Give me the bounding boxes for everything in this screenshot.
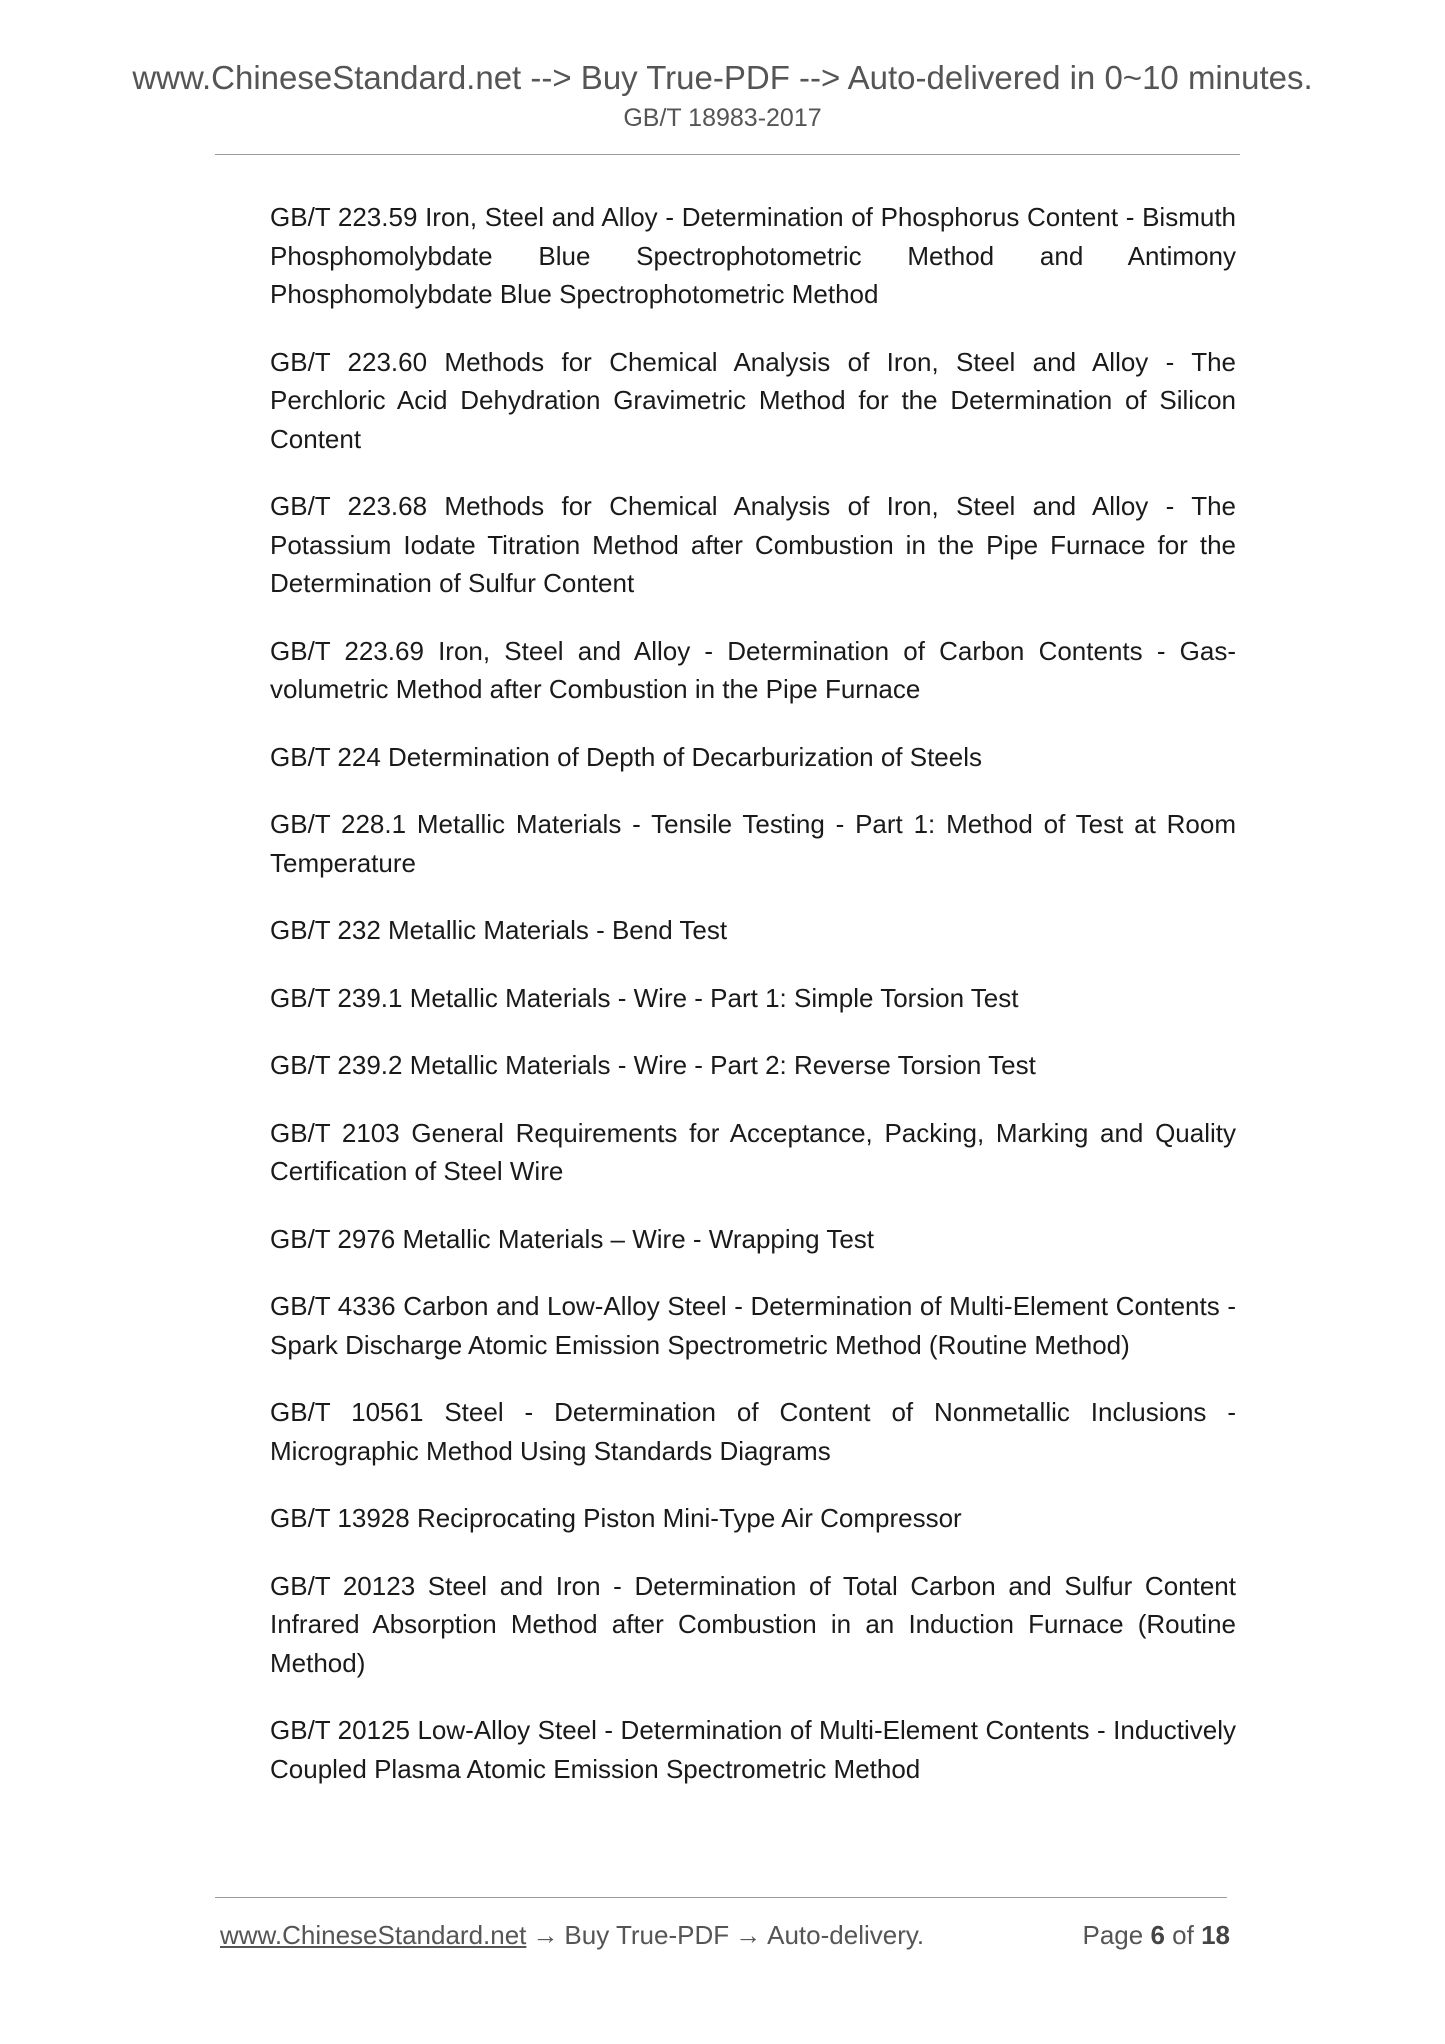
reference-item: GB/T 20125 Low-Alloy Steel - Determination of Multi-Element Contents - Inductively Coupled Plasma Atomic Emission Spectrometric Method — [270, 1715, 1236, 1784]
reference-item: GB/T 239.2 Metallic Materials - Wire - Part 2: Reverse Torsion Test — [270, 1050, 1036, 1080]
reference-item: GB/T 223.69 Iron, Steel and Alloy - Determination of Carbon Contents - Gas-volumetric Method after Combustion in the Pipe Furnace — [270, 635, 1236, 704]
arrow-right-icon: → — [532, 1920, 559, 1950]
reference-item: GB/T 13928 Reciprocating Piston Mini-Type Air Compressor — [270, 1503, 962, 1533]
references-list — [270, 198, 1236, 1817]
total-pages: 18 — [1201, 1920, 1230, 1950]
page-footer — [220, 1915, 1230, 1955]
reference-item: GB/T 228.1 Metallic Materials - Tensile Testing - Part 1: Method of Test at Room Temperature — [270, 809, 1236, 878]
reference-item: GB/T 223.60 Methods for Chemical Analysis of Iron, Steel and Alloy - The Perchloric Acid Dehydration Gravimetric Method for the Determination of Silicon Content — [270, 346, 1236, 454]
page-label: Page — [1082, 1920, 1144, 1950]
reference-item: GB/T 2103 General Requirements for Acceptance, Packing, Marking and Quality Certification of Steel Wire — [270, 1117, 1236, 1186]
reference-item: GB/T 224 Determination of Depth of Decarburization of Steels — [270, 741, 983, 772]
delivery-text: Auto-delivery. — [767, 1920, 925, 1950]
reference-item: GB/T 223.68 Methods for Chemical Analysis of Iron, Steel and Alloy - The Potassium Iodate Titration Method after Combustion in the Pipe Furnace for the Determination of Sulfur Content — [270, 491, 1236, 598]
page-indicator — [1082, 1915, 1230, 1955]
reference-item: GB/T 10561 Steel - Determination of Content of Nonmetallic Inclusions - Micrographic Method Using Standards Diagrams — [270, 1397, 1236, 1466]
reference-item: GB/T 2976 Metallic Materials – Wire - Wrapping Test — [270, 1223, 875, 1254]
website-link[interactable]: www.ChineseStandard.net — [220, 1920, 527, 1950]
header-divider — [215, 154, 1240, 155]
of-label: of — [1172, 1920, 1194, 1950]
buy-text: Buy True-PDF — [564, 1920, 730, 1950]
reference-item: GB/T 223.59 Iron, Steel and Alloy - Determination of Phosphorus Content - Bismuth Phosphomolybdate Blue Spectrophotometric Method and Antimony Phosphomolybdate Blue Spectrophotometric Method — [270, 202, 1236, 309]
document-code: GB/T 18983-2017 — [623, 104, 822, 132]
header-banner-text: www.ChineseStandard.net --> Buy True-PDF --> Auto-delivered in 0~10 minutes. — [132, 59, 1313, 96]
reference-item: GB/T 20123 Steel and Iron - Determination of Total Carbon and Sulfur Content Infrared Absorption Method after Combustion in an Induction Furnace (Routine Method) — [270, 1570, 1236, 1678]
footer-divider — [215, 1897, 1227, 1898]
reference-item: GB/T 232 Metallic Materials - Bend Test — [270, 915, 728, 945]
reference-item: GB/T 239.1 Metallic Materials - Wire - Part 1: Simple Torsion Test — [270, 982, 1019, 1013]
reference-item: GB/T 4336 Carbon and Low-Alloy Steel - Determination of Multi-Element Contents -Spark Discharge Atomic Emission Spectrometric Method (Routine Method) — [270, 1291, 1236, 1360]
page-number: 6 — [1150, 1920, 1165, 1950]
page-header — [0, 58, 1445, 136]
arrow-right-icon: → — [735, 1920, 762, 1950]
footer-promo — [220, 1915, 924, 1955]
